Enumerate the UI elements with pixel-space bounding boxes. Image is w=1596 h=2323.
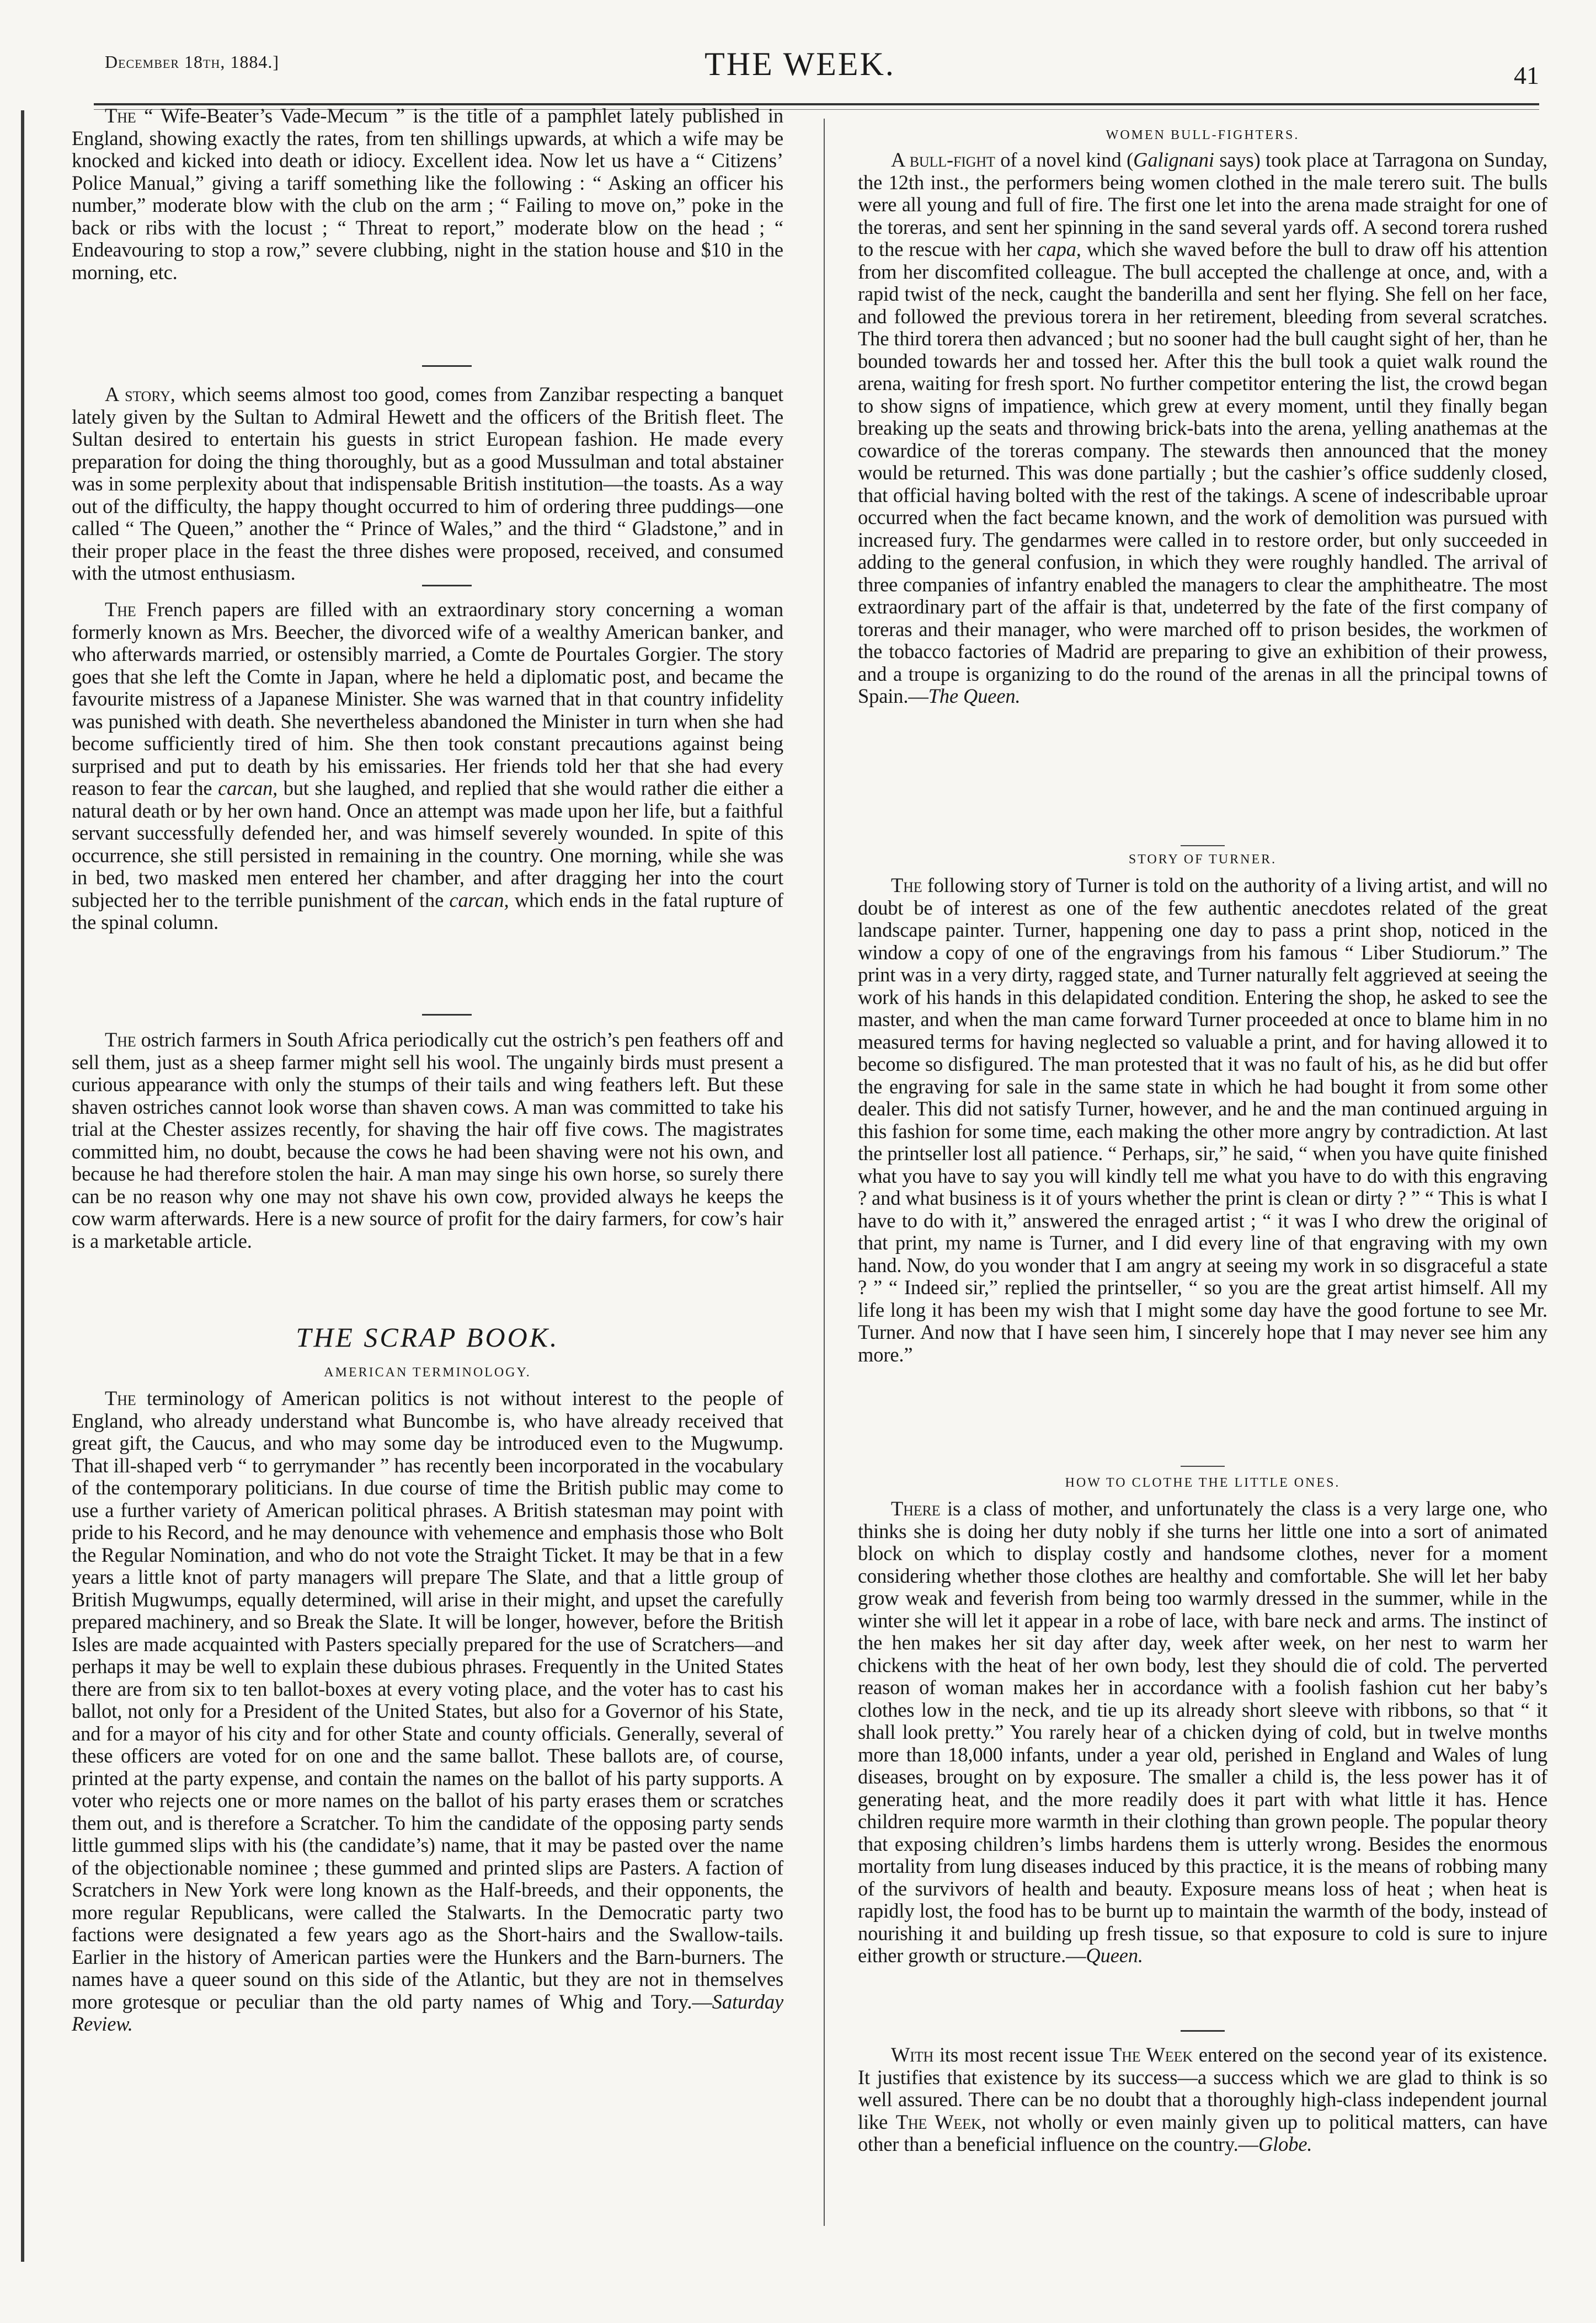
lead-word: A story, bbox=[105, 383, 175, 405]
section-separator bbox=[1181, 2030, 1225, 2032]
article-wife-beater bbox=[72, 105, 783, 284]
article-body: of a novel kind ( bbox=[995, 148, 1134, 171]
scrap-book-title: THE SCRAP BOOK. bbox=[296, 1322, 559, 1353]
article-body: but she laughed, and replied that she would rather die either a natural death or by her own hand. Once an attempt was made upon her life, but a faithful servant successfully defended her, and was himself severely wounded. In spite of this occurrence, she still persisted in remaining in the country. One morning, while she was in bed, two masked men entered her chamber, and after dragging her into the court subjected her to the terrible punishment of the bbox=[72, 777, 783, 911]
lead-word: The bbox=[105, 104, 136, 127]
article-body: “ Wife-Beater’s Vade-Mecum ” is the title of a pamphlet lately published in England, showing exactly the rates, from ten shillings upwards, at which a wife may be knocked and kicked into death or idiocy. Excellent idea. Now let us have a “ Citizens’ Police Manual,” giving a tariff something like the following : “ Asking an officer his number,” moderate blow with the club on the arm ; “ Failing to move on,” poke in the back or ribs with the locust ; “ Threat to report,” moderate blow on the head ; “ Endeavouring to stop a row,” severe clubbing, night in the station house and $10 in the morning, etc. bbox=[72, 104, 783, 284]
page-number: 41 bbox=[1514, 61, 1539, 89]
issue-date: December 18th, 1884.] bbox=[105, 52, 279, 72]
source-attribution: Queen. bbox=[1086, 1944, 1143, 1967]
article-body: says) took place at Tarragona on Sunday, the 12th inst., the performers being women clothed in the male terero suit. The bulls were all young and full of fire. The first one let into the arena made straight for one of the toreras, and sent her spinning in the sand several yards off. A second torera rushed to the rescue with her bbox=[858, 148, 1547, 260]
article-zanzibar bbox=[72, 383, 783, 585]
lead-word: A bull-fight bbox=[891, 148, 995, 171]
source-attribution: Saturday Review. bbox=[72, 1990, 783, 2035]
section-heading-american-terminology: AMERICAN TERMINOLOGY. bbox=[324, 1365, 531, 1380]
article-body: not wholly or even mainly given up to political matters, can have other than a beneficial influence on the country.— bbox=[858, 2110, 1548, 2155]
article-body: which seems almost too good, comes from Zanzibar respecting a banquet lately given by the Sultan to Admiral Hewett and the officers of the British fleet. The Sultan desired to entertain his guests in strict European fashion. He made every preparation for doing the thing thoroughly, but as a good Mussulman and total abstainer was in some perplexity about that indispensable British institution—the toasts. As a way out of the difficulty, the happy thought occurred to him of ordering three puddings—one called “ The Queen,” another the “ Prince of Wales,” and the third “ Gladstone,” and in their proper place in the feast the three dishes were proposed, received, and consumed with the utmost enthusiasm. bbox=[72, 383, 783, 584]
section-separator bbox=[1181, 1466, 1225, 1467]
lead-word: With bbox=[891, 2043, 934, 2066]
article-body: terminology of American politics is not without interest to the people of England, who already understand what Buncombe is, who have already received that great gift, the Caucus, and who may some day be introduced even to the Mugwump. That ill-shaped verb “ to gerrymander ” has recently been incorporated in the vocabulary of the contemporary politicians. In due course of time the British public may come to use a further variety of American political phrases. A British statesman may point with pride to his Record, and he may denounce with vehemence and emphasis those who Bolt the Regular Nomination, and who do not vote the Straight Ticket. It may be that in a few years a little knot of party managers will prepare The Slate, and that a little group of British Mugwumps, equally determined, will arise in their might, and upset the carefully prepared machinery, and so Break the Slate. It will be longer, however, before the British Isles are made acquainted with Pasters specially prepared for the use of Scratchers—and perhaps it may be well to explain these dubious phrases. Frequently in the United States there are from six to ten ballot-boxes at every voting place, and the voter has to cast his ballot, not only for a President of the United States, but also for a Governor of his State, and for a mayor of his city and for other State and county officials. Generally, several of these officers are voted for on one and the same ballot. These ballots are, of course, printed at the party expense, and contain the names on the ballot of his party supports. A voter who rejects one or more names on the ballot of his party erases them or scratches them out, and is therefore a Scratcher. To him the candidate of the opposing party sends little gummed slips with his (the candidate’s) name, that it may be pasted over the name of the objectionable nominee ; these gummed and printed slips are Pasters. A faction of Scratchers in New York were long known as the Half-breeds, and their opponents, the more regular Republicans, were called the Stalwarts. In the Democratic party two factions were designated a few years ago as the Short-hairs and the Swallow-tails. Earlier in the history of American parties were the Hunkers and the Barn-burners. The names have a queer sound on this side of the Atlantic, but they are not in themselves more grotesque or peculiar than the old party names of Whig and Tory.— bbox=[72, 1387, 783, 2013]
article-body: which she waved before the bull to draw off his attention from her discomfited colleague. The bull accepted the challenge at once, and, with a rapid twist of the neck, caught the banderilla and sent her flying. She fell on her face, and followed the previous torera in her retirement, bleeding from several scratches. The third torera then advanced ; but no sooner had the bull caught sight of her, than he bounded towards her and tossed her. After this the bull took a quiet walk round the arena, waiting for fresh sport. No further competitor entering the list, the crowd began to show signs of impatience, which grew at every moment, until they finally began breaking up the seats and throwing brick-bats into the arena, yelling anathemas at the cowardice of the toreras company. The stewards then announced that the money would be returned. This was done partially ; but the cashier’s office suddenly closed, that official having bolted with the rest of the takings. A scene of indescribable uproar occurred when the fact became known, and the work of demolition was pursued with increased fury. The gendarmes were called in to restore order, but only succeeded in adding to the general confusion, in which they were roughly handled. The arrival of three companies of infantry enabled the managers to clear the amphitheatre. The most extraordinary part of the affair is that, undeterred by the fate of the first company of toreras and their manager, who were marched off to prison besides, the workmen of the tobacco factories of Madrid are preparing to give an exhibition of their prowess, and a troupe is organizing to do the round of the arenas in all the principal towns of Spain.— bbox=[858, 238, 1547, 707]
section-separator bbox=[422, 365, 472, 367]
section-separator bbox=[422, 1014, 472, 1016]
article-american-terminology bbox=[72, 1387, 783, 2036]
article-body: following story of Turner is told on the authority of a living artist, and will no doubt be of interest as one of the few authentic anecdotes related of the great landscape painter. Turner, happening one day to pass a print shop, noticed in the window a copy of one of the engravings from his famous “ Liber Studiorum.” The print was in a very dirty, ragged state, and Turner naturally felt aggrieved at seeing the work of his hands in this delapidated condition. Entering the shop, he asked to see the master, and when the man came forward Turner proceeded at once to blame him in no measured terms for having neglected so valuable a print, and for having allowed it to become so disfigured. The man protested that it was no fault of his, as he did but offer the engraving for sale in the same state in which he had bought it from some other dealer. This did not satisfy Turner, however, and he and the man continued arguing in this fashion for some time, each making the other more angry by contradiction. At last the printseller lost all patience. “ Perhaps, sir,” he said, “ when you have quite finished what you have to say you will kindly tell me what you have to do with this engraving ? and what business is it of yours whether the print is clean or dirty ? ” “ This is what I have to do with it,” answered the enraged artist ; “ it was I who drew the original of that print, my name is Turner, and I did every line of that engraving with my own hand. Now, do you wonder that I am angry at seeing my work in so disgraceful a state ? ” “ Indeed sir,” replied the printseller, “ so you are the great artist himself. All my life long it has been my wish that I might some day have the good fortune to see Mr. Turner. And now that I have seen him, I sincerely hope that I may never see him any more.” bbox=[858, 874, 1547, 1366]
article-bull-fighters bbox=[858, 149, 1547, 708]
column-divider bbox=[824, 119, 825, 2226]
page-header bbox=[61, 45, 1539, 106]
lead-word: The bbox=[105, 1387, 136, 1409]
section-heading-story-of-turner: STORY OF TURNER. bbox=[1128, 852, 1277, 867]
article-the-week bbox=[858, 2044, 1547, 2156]
section-separator bbox=[1181, 845, 1225, 846]
source-attribution: The Queen. bbox=[928, 685, 1021, 707]
section-heading-clothe-little-ones: HOW TO CLOTHE THE LITTLE ONES. bbox=[1065, 1476, 1341, 1490]
article-body: entered on the second year of its existence. It justifies that existence by its success—a success which we are glad to think is so well assured. There can be no doubt that a thoroughly high-class independent journal like bbox=[858, 2043, 1548, 2133]
article-ostrich bbox=[72, 1029, 783, 1252]
article-body: which ends in the fatal rupture of the spinal column. bbox=[72, 888, 783, 933]
article-body: is a class of mother, and unfortunately the class is a very large one, who thinks she is doing her duty nobly if she turns her little one into a sort of animated block on which to display costly and handsome clothes, never for a moment considering whether those clothes are healthy and comfortable. She will let her baby grow weak and feverish from being too warmly dressed in the summer, while in the winter she will let it appear in a robe of lace, with bare neck and arms. The instinct of the hen makes her sit day after day, week after week, on her nest to warm her chickens with the heat of her own body, lest they should die of cold. The perverted reason of woman makes her in accordance with a foolish fashion cut her baby’s clothes low in the neck, and tie up its already short sleeve with ribbons, so that “ it shall look pretty.” You rarely hear of a chicken dying of cold, but in twelve months more than 18,000 infants, under a year old, perished in England and Wales of lung diseases, brought on by exposure. The smaller a child is, the less power has it of generating heat, and the more readily does it part with what little it has. Hence children require more warmth in their clothing than grown people. The popular theory that exposing children’s limbs hardens them is utterly wrong. Besides the enormous mortality from lung diseases induced by this practice, it is the means of robbing many of the survivors of health and beauty. Exposure means loss of heat ; when heat is rapidly lost, the food has to be burnt up to maintain the warmth of the body, instead of nourishing it and building up fresh tissue, so that exposure to cold is sure to injure either growth or structure.— bbox=[858, 1497, 1547, 1967]
italic-term: capa, bbox=[1037, 238, 1081, 260]
binding-edge bbox=[21, 110, 24, 2262]
lead-word: The bbox=[891, 874, 922, 896]
italic-term: carcan, bbox=[218, 777, 278, 799]
lead-word: There bbox=[891, 1497, 941, 1520]
source-attribution: Globe. bbox=[1258, 2133, 1312, 2155]
lead-word: The bbox=[105, 598, 136, 621]
lead-word: The bbox=[105, 1028, 136, 1051]
article-clothe-little-ones bbox=[858, 1498, 1547, 1967]
publication-name: The Week bbox=[1109, 2043, 1193, 2066]
publication-name: The Week, bbox=[895, 2110, 986, 2133]
italic-term: carcan, bbox=[449, 888, 509, 911]
article-body: French papers are filled with an extraordinary story concerning a woman formerly known as Mrs. Beecher, the divorced wife of a wealthy American banker, and who afterwards married, or ostensibly married, a Comte de Pourtales Gorgier. The story goes that she left the Comte in Japan, where he held a diplomatic post, and became the favourite mistress of a Japanese Minister. She was warned that in that country infidelity was punished with death. She nevertheless abandoned the Minister in turn when she had become sufficiently tired of him. She then took constant precautions against being surprised and put to death by his emissaries. Her friends told her that she had every reason to fear the bbox=[72, 598, 783, 799]
article-turner bbox=[858, 874, 1547, 1366]
italic-term: Galignani bbox=[1133, 148, 1214, 171]
publication-title: THE WEEK. bbox=[704, 46, 895, 82]
section-heading-women-bull-fighters: WOMEN BULL-FIGHTERS. bbox=[1106, 128, 1300, 142]
section-separator bbox=[422, 585, 472, 586]
article-body: its most recent issue bbox=[933, 2043, 1109, 2066]
article-body: ostrich farmers in South Africa periodically cut the ostrich’s pen feathers off and sell them, just as a sheep farmer might sell his wool. The ungainly birds must present a curious appearance with only the stumps of their tails and wing feathers left. But these shaven ostriches cannot look worse than shaven cows. A man was committed to take his trial at the Chester assizes recently, for shaving the hair off five cows. The magistrates committed him, no doubt, because the cows he had been shaving were not his own, and because he had therefore stolen the hair. A man may singe his own horse, so surely there can be no reason why one may not shave his own cow, provided always he keeps the cow warm afterwards. Here is a new source of profit for the dairy farmers, for cow’s hair is a marketable article. bbox=[72, 1028, 783, 1252]
article-carcan bbox=[72, 599, 783, 934]
